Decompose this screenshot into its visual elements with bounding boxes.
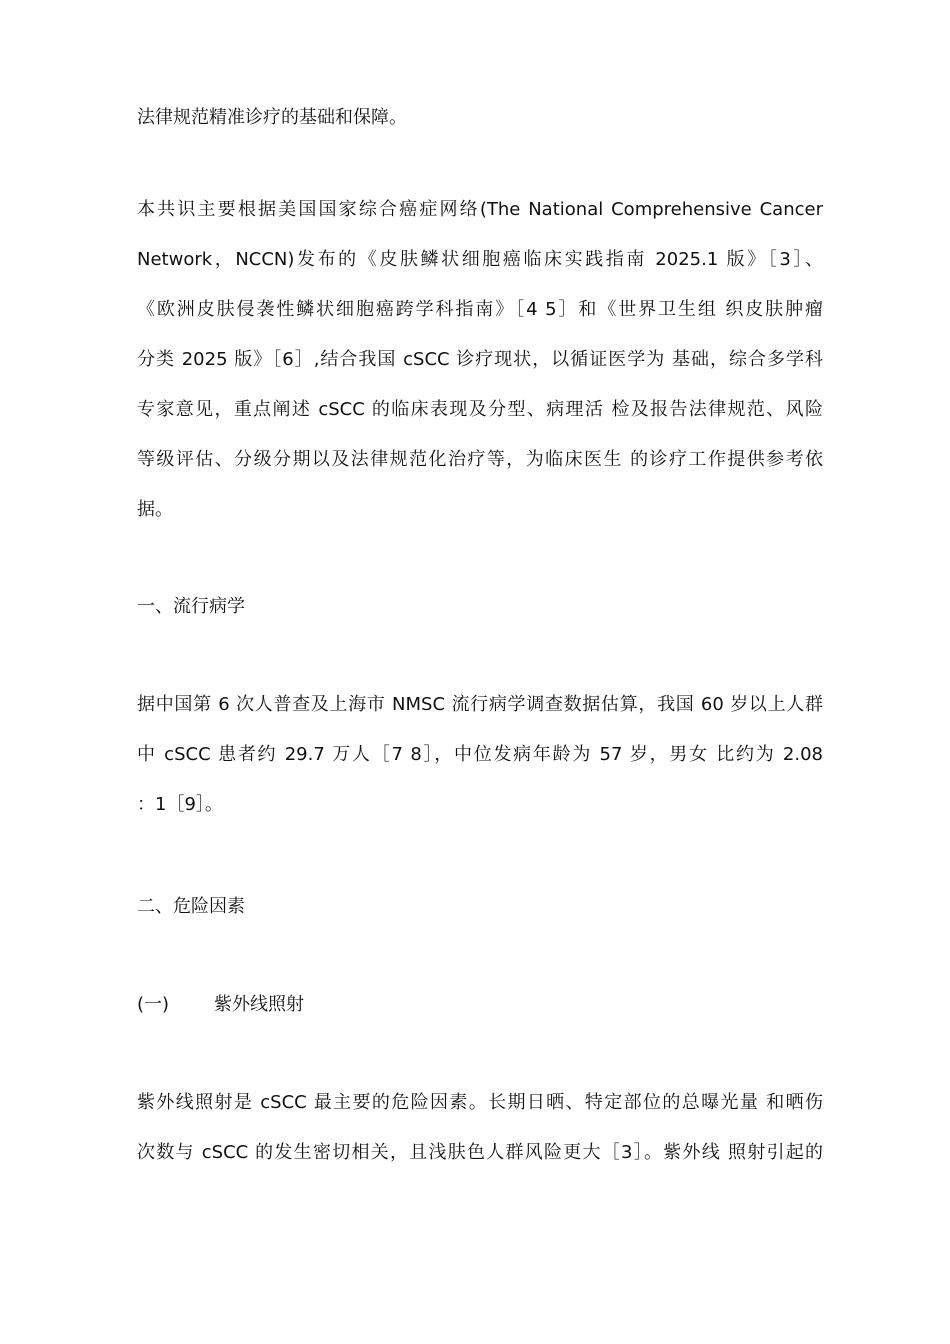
consensus-line-1: 本共识主要根据美国国家综合癌症网络(The National Comprehensive Cancer xyxy=(137,199,823,220)
intro-tail-line: 法律规范精准诊疗的基础和保障。 xyxy=(137,107,407,128)
uv-line-1: 紫外线照射是 cSCC 最主要的危险因素。长期日晒、特定部位的总曝光量 和晒伤 xyxy=(137,1092,823,1113)
consensus-line-7: 据。 xyxy=(137,499,173,520)
subsection-number: (一) xyxy=(137,994,170,1015)
section-heading-epidemiology: 一、流行病学 xyxy=(137,596,245,617)
section-heading-risk-factors: 二、危险因素 xyxy=(137,896,245,917)
consensus-line-6: 等级评估、分级分期以及法律规范化治疗等，为临床医生 的诊疗工作提供参考依 xyxy=(137,449,823,470)
consensus-line-2: Network，NCCN)发布的《皮肤鳞状细胞癌临床实践指南 2025.1 版》［3］、 xyxy=(137,249,823,270)
uv-line-2: 次数与 cSCC 的发生密切相关，且浅肤色人群风险更大［3］。紫外线 照射引起的 xyxy=(137,1142,823,1163)
consensus-line-5: 专家意见，重点阐述 cSCC 的临床表现及分型、病理活 检及报告法律规范、风险 xyxy=(137,399,823,420)
epidemiology-line-2: 中 cSCC 患者约 29.7 万人［7 8］，中位发病年龄为 57 岁，男女 比约为 2.08 xyxy=(137,744,823,765)
subsection-title-uv: 紫外线照射 xyxy=(214,994,304,1015)
consensus-line-3: 《欧洲皮肤侵袭性鳞状细胞癌跨学科指南》［4 5］和《世界卫生组 织皮肤肿瘤 xyxy=(137,299,823,320)
consensus-line-4: 分类 2025 版》［6］,结合我国 cSCC 诊疗现状，以循证医学为 基础，综合多学科 xyxy=(137,349,823,370)
epidemiology-line-1: 据中国第 6 次人普查及上海市 NMSC 流行病学调查数据估算，我国 60 岁以上人群 xyxy=(137,694,823,715)
epidemiology-line-3: ：1［9］。 xyxy=(137,794,223,815)
